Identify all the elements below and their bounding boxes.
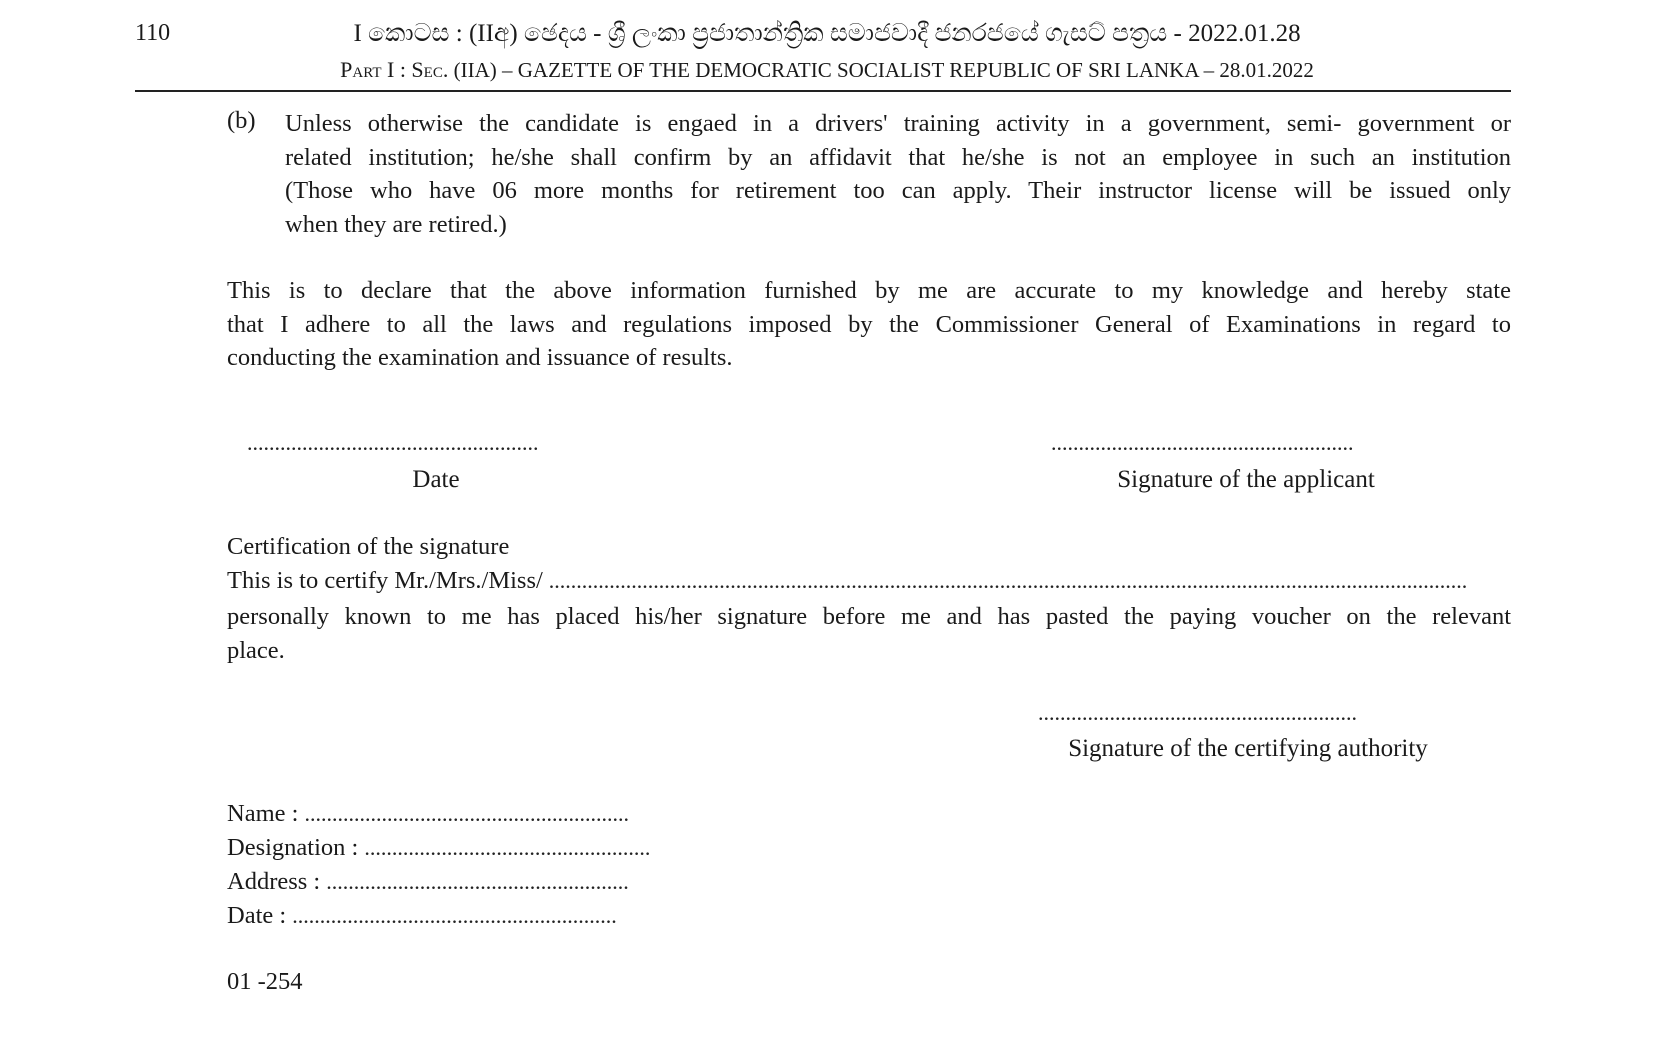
name-blank: ........................................................... [304,801,629,826]
header-sinhala-date: 2022.01.28 [1188,20,1301,47]
certification-body-line: place. [227,636,285,664]
certify-name-blank: ....................................................................................................................................................................... [548,568,1468,593]
certification-date-blank: ........................................................... [292,903,617,928]
applicant-signature-label: Signature of the applicant [1117,466,1375,493]
address-field [227,868,707,896]
certification-title: Certification of the signature [227,533,510,560]
designation-blank: .................................................... [364,835,651,860]
clause-b-line: related institution; he/she shall confirm by an affidavit that he/she is not an employee in such an institution [285,143,1511,171]
certification-body-line: personally known to me has placed his/her signature before me and has pasted the paying voucher on the relevant [227,603,1511,630]
designation-label: Designation : [227,834,359,861]
clause-b-label: (b) [227,107,256,134]
clause-b-text [285,107,1511,241]
name-field [227,800,707,828]
date-signature-line: ..................................................... [247,430,539,455]
header-sinhala-title: I කොටස : (IIඅ) ඡෙදය - ශ්‍රී ලංකා ප්‍රජාතාන්ත්‍රික සමාජවාදී ජනරජයේ ගැසට් පත්‍රය - [353,20,1182,47]
clause-b-line: when they are retired.) [285,210,507,238]
header-divider [135,90,1511,92]
header-english-title: (IIA) – GAZETTE OF THE DEMOCRATIC SOCIALIST REPUBLIC OF SRI LANKA – 28.01.2022 [453,58,1314,82]
certify-line [227,567,1511,595]
header-sinhala [0,20,1654,48]
reference-number: 01 -254 [227,968,303,995]
certification-body [227,600,1511,667]
certification-date-label: Date : [227,902,287,929]
declaration-line: This is to declare that the above information furnished by me are accurate to my knowledge and hereby state [227,277,1511,304]
designation-field [227,834,707,862]
header-part-label: Part I : Sec. [340,57,449,82]
clause-b-line: Unless otherwise the candidate is engaed in a drivers' training activity in a government, semi- government or [285,110,1511,137]
declaration-line: conducting the examination and issuance of results. [227,344,733,371]
certification-date-field [227,902,703,930]
page-number: 110 [135,20,171,46]
authority-signature-line: .......................................................... [1038,700,1357,725]
address-blank: ....................................................... [326,869,629,894]
applicant-signature-line: ....................................................... [1051,430,1354,455]
header-english [0,57,1654,83]
certify-prefix: This is to certify Mr./Mrs./Miss/ [227,567,543,594]
declaration-text [227,274,1511,375]
name-label: Name : [227,800,299,827]
declaration-line: that I adhere to all the laws and regulations imposed by the Commissioner General of Examinations in regard to [227,310,1511,338]
date-label: Date [412,466,460,493]
clause-b-line: (Those who have 06 more months for retirement too can apply. Their instructor license will be issued only [285,177,1511,204]
authority-signature-label: Signature of the certifying authority [1068,735,1428,762]
address-label: Address : [227,868,321,895]
